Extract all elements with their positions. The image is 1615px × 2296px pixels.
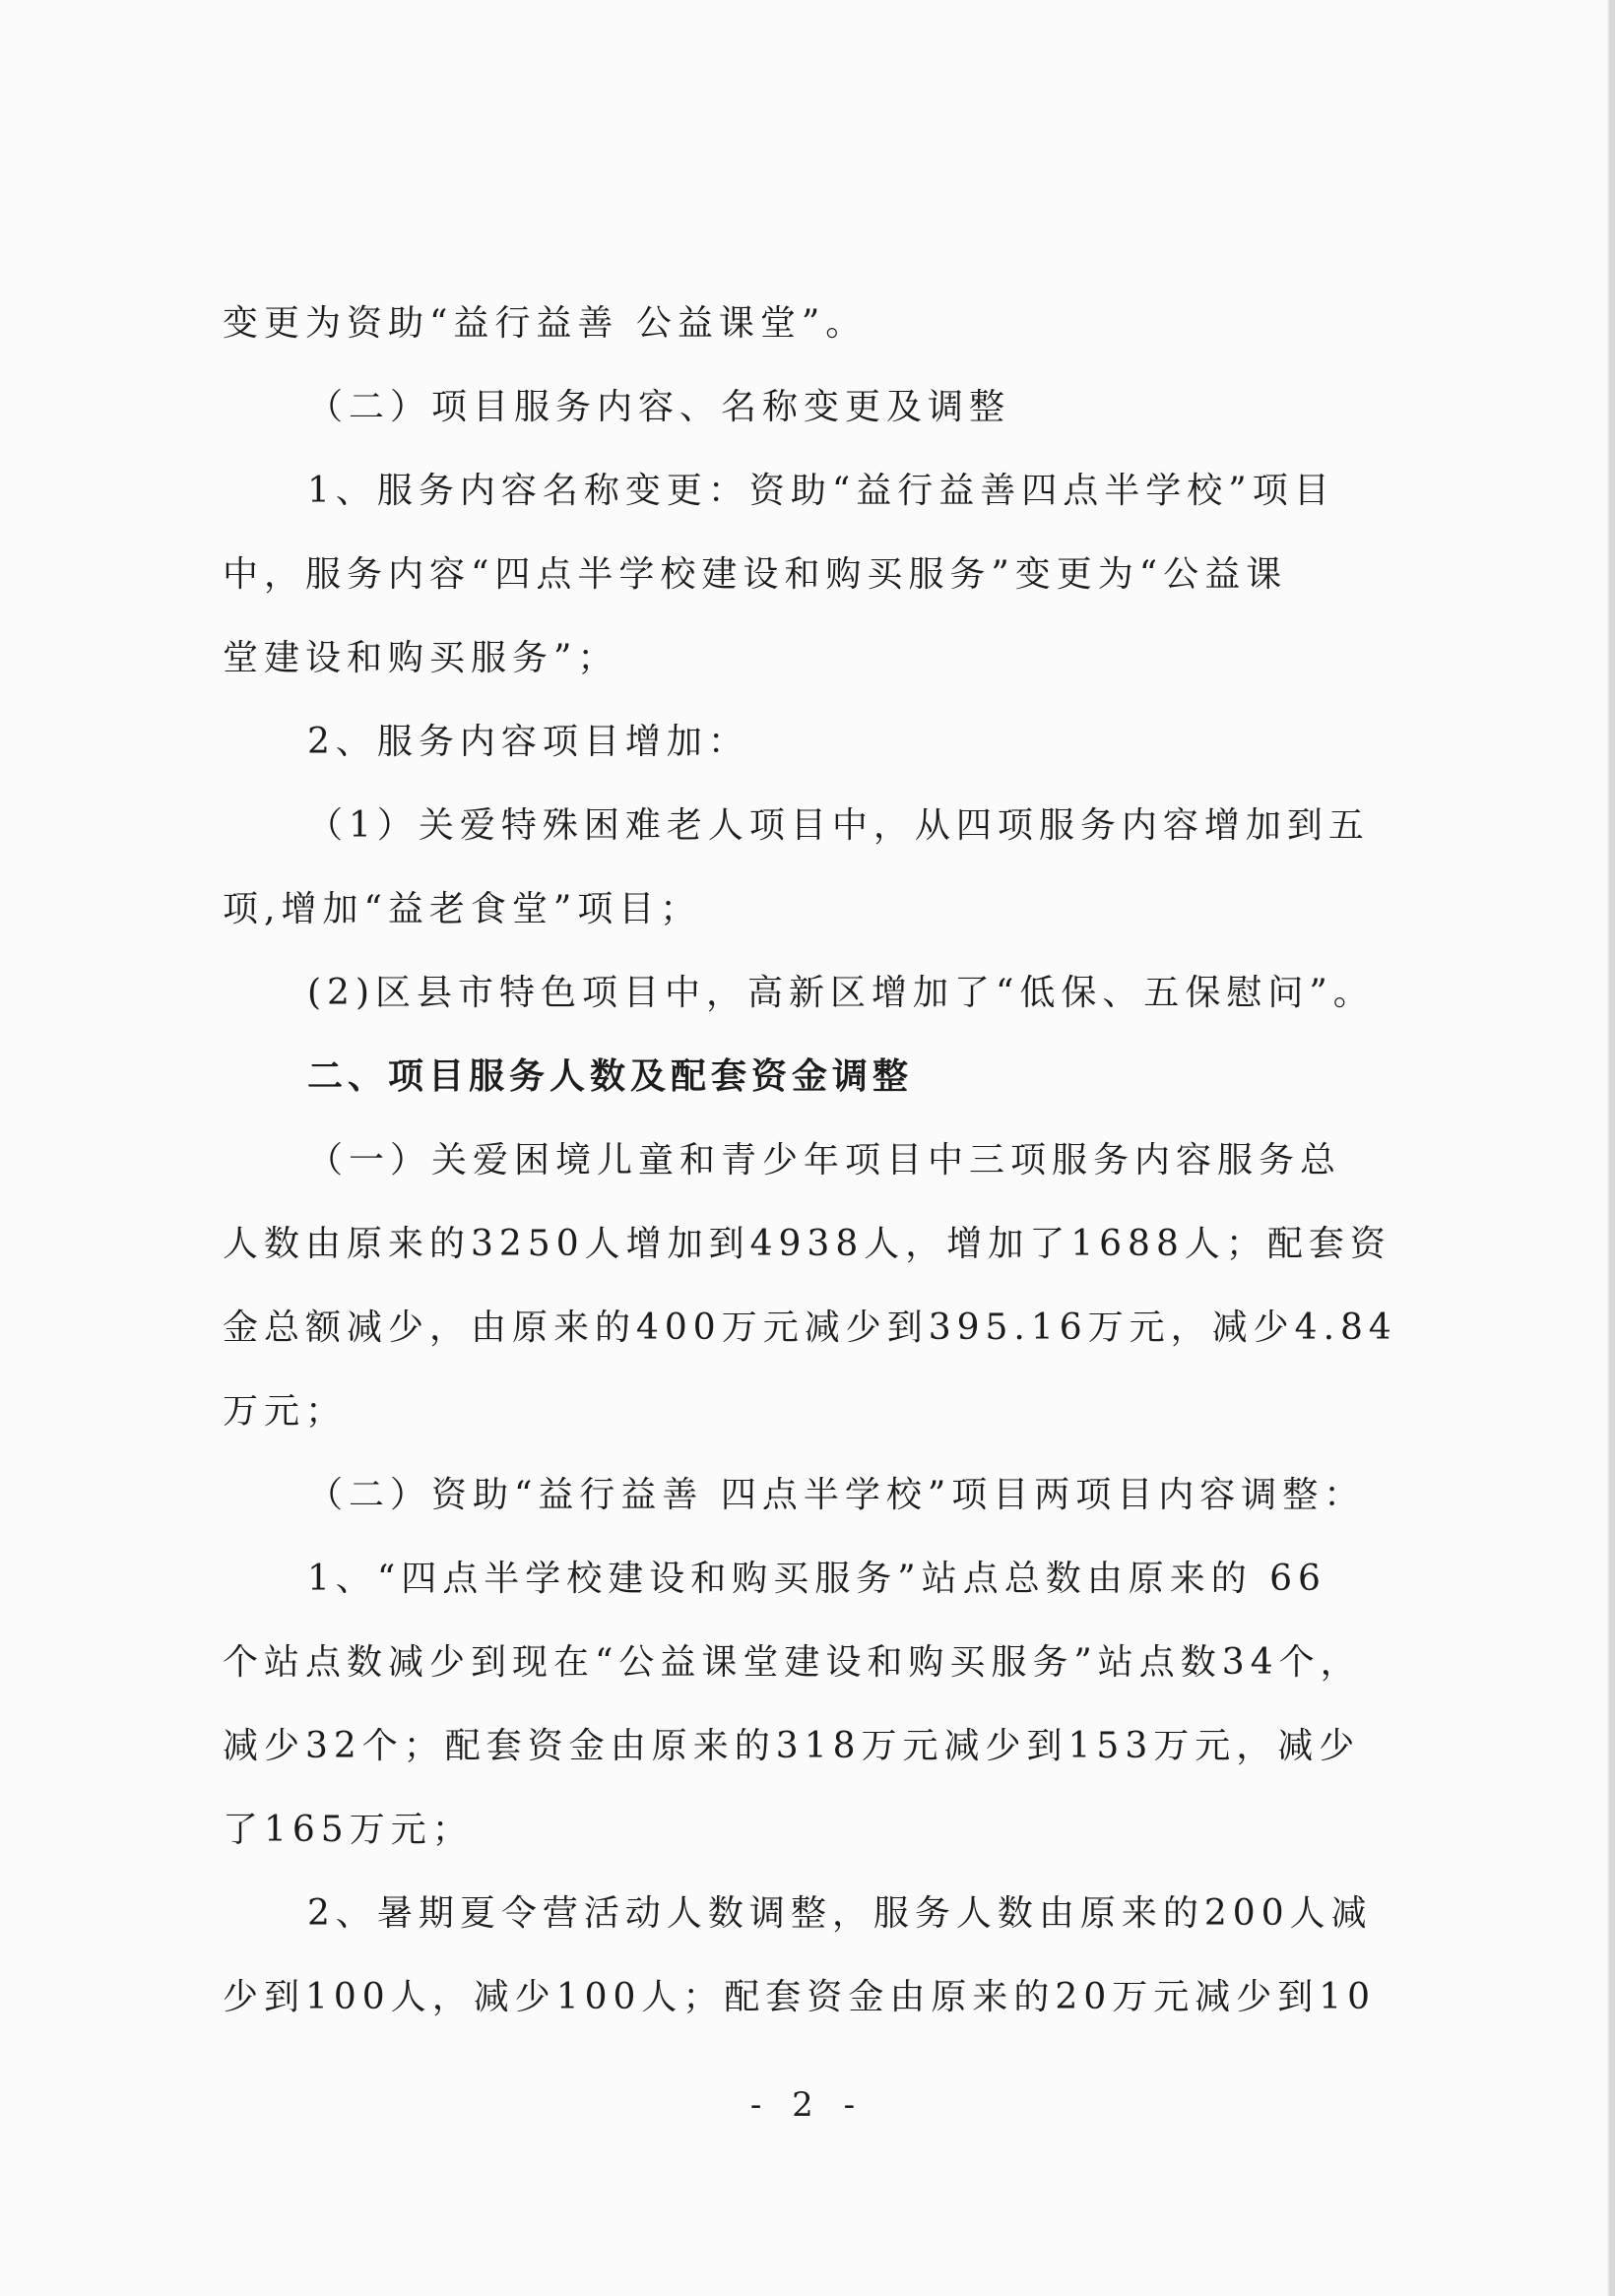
paragraph-line: 2、暑期夏令营活动人数调整，服务人数由原来的200人减 (307, 1893, 1373, 1934)
paragraph-line: (2)区县市特色项目中，高新区增加了“低保、五保慰问”。 (307, 973, 1375, 1013)
paragraph-line: 1、服务内容名称变更：资助“益行益善四点半学校”项目 (307, 471, 1335, 511)
paragraph-line: 金总额减少，由原来的400万元减少到395.16万元，减少4.84 (223, 1307, 1397, 1348)
paragraph-line: （一）关爱困境儿童和青少年项目中三项服务内容服务总 (307, 1140, 1342, 1180)
paragraph-line: 个站点数减少到现在“公益课堂建设和购买服务”站点数34个， (223, 1642, 1362, 1683)
page-number: - 2 - (749, 2085, 866, 2125)
paragraph-line: 变更为资助“益行益善 公益课堂”。 (223, 303, 868, 344)
paragraph-line: 减少32个；配套资金由原来的318万元减少到153万元，减少 (223, 1726, 1361, 1766)
chapter-heading: 二、项目服务人数及配套资金调整 (307, 1056, 914, 1097)
paragraph-line: 2、服务内容项目增加： (307, 722, 749, 762)
paragraph-line: 人数由原来的3250人增加到4938人，增加了1688人；配套资 (223, 1224, 1391, 1264)
paragraph-line: 少到100人，减少100人；配套资金由原来的20万元减少到10 (223, 1977, 1377, 2017)
paragraph-line: 1、“四点半学校建设和购买服务”站点总数由原来的 66 (307, 1559, 1326, 1599)
paragraph-line: 项,增加“益老食堂”项目； (223, 889, 702, 929)
section-heading: （二）资助“益行益善 四点半学校”项目两项目内容调整： (307, 1475, 1366, 1515)
section-heading: （二）项目服务内容、名称变更及调整 (307, 387, 1011, 427)
scan-edge (1609, 0, 1615, 2296)
paragraph-line: 堂建设和购买服务”； (223, 638, 619, 678)
paragraph-line: 万元； (223, 1391, 348, 1432)
paragraph-line: 中，服务内容“四点半学校建设和购买服务”变更为“公益课 (223, 554, 1288, 595)
paragraph-line: （1）关爱特殊困难老人项目中，从四项服务内容增加到五 (307, 805, 1370, 846)
paragraph-line: 了165万元； (223, 1810, 474, 1850)
